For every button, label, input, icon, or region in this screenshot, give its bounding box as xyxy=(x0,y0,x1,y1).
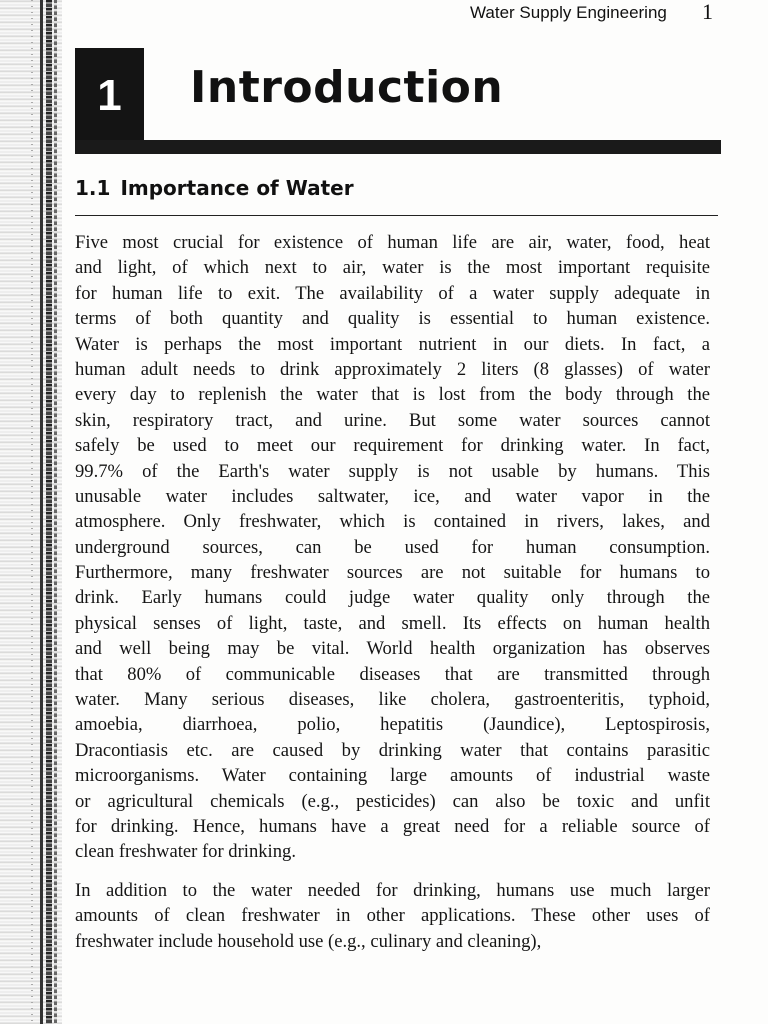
text-line: that 80% of communicable diseases that are transmitted through xyxy=(75,663,710,685)
text-line: clean freshwater for drinking. xyxy=(75,841,296,863)
binding-shadow-line xyxy=(54,0,57,1024)
text-line: drink. Early humans could judge water quality only through the xyxy=(75,587,710,609)
text-line: or agricultural chemicals (e.g., pesticides) can also be toxic and unfit xyxy=(75,790,710,812)
paragraph xyxy=(75,230,710,865)
text-line: Furthermore, many freshwater sources are not suitable for humans to xyxy=(75,562,710,584)
section-number: 1.1 xyxy=(75,176,111,200)
text-line: for human life to exit. The availability of a water supply adequate in xyxy=(75,282,710,304)
text-line: human adult needs to drink approximately 2 liters (8 glasses) of water xyxy=(75,358,710,380)
text-line: In addition to the water needed for drinking, humans use much larger xyxy=(75,880,710,901)
text-line: safely be used to meet our requirement for drinking water. In fact, xyxy=(75,435,710,457)
text-line: and light, of which next to air, water is the most important requisite xyxy=(75,257,710,279)
text-line: freshwater include household use (e.g., culinary and cleaning), xyxy=(75,930,542,952)
text-line: and well being may be vital. World health organization has observes xyxy=(75,638,710,660)
text-line: amounts of clean freshwater in other applications. These other uses of xyxy=(75,905,710,927)
section-heading-rule xyxy=(75,215,718,216)
text-line: Five most crucial for existence of human life are air, water, food, heat xyxy=(75,232,710,253)
text-line: underground sources, can be used for human consumption. xyxy=(75,536,710,558)
text-line: unusable water includes saltwater, ice, and water vapor in the xyxy=(75,485,710,507)
running-header-title: Water Supply Engineering xyxy=(470,3,667,22)
chapter-number: 1 xyxy=(97,71,122,120)
running-header xyxy=(470,0,730,26)
section-title: Importance of Water xyxy=(120,176,354,200)
text-line: atmosphere. Only freshwater, which is contained in rivers, lakes, and xyxy=(75,511,710,533)
text-line: every day to replenish the water that is lost from the body through the xyxy=(75,384,710,406)
text-line: Dracontiasis etc. are caused by drinking water that contains parasitic xyxy=(75,739,710,761)
binding-shadow-line xyxy=(46,0,52,1024)
page-number: 1 xyxy=(702,0,713,24)
text-line: amoebia, diarrhoea, polio, hepatitis (Jaundice), Leptospirosis, xyxy=(75,714,710,736)
paragraph xyxy=(75,878,710,954)
text-line: physical senses of light, taste, and smell. Its effects on human health xyxy=(75,612,710,634)
scanned-binding-edge xyxy=(0,0,62,1024)
text-line: water. Many serious diseases, like cholera, gastroenteritis, typhoid, xyxy=(75,689,710,711)
binding-shadow-line xyxy=(40,0,43,1024)
text-line: for drinking. Hence, humans have a great need for a reliable source of xyxy=(75,815,710,837)
text-line: 99.7% of the Earth's water supply is not usable by humans. This xyxy=(75,460,710,482)
chapter-title-rule xyxy=(75,140,721,154)
text-line: Water is perhaps the most important nutrient in our diets. In fact, a xyxy=(75,333,710,355)
text-line: skin, respiratory tract, and urine. But some water sources cannot xyxy=(75,409,710,431)
chapter-title: Introduction xyxy=(190,62,504,113)
binding-shadow-line xyxy=(31,0,33,1024)
text-line: microorganisms. Water containing large amounts of industrial waste xyxy=(75,765,710,787)
text-line: terms of both quantity and quality is essential to human existence. xyxy=(75,308,710,330)
section-heading xyxy=(75,176,354,200)
